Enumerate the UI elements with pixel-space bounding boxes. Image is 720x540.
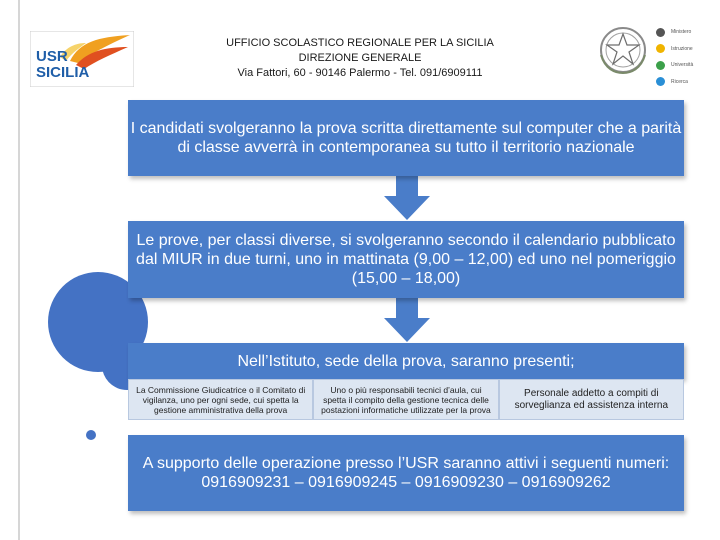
connector-stem-2: [396, 298, 418, 320]
logo-text-top: USR: [36, 48, 68, 65]
flow-box-present-staff: [128, 343, 684, 379]
ministry-dot-icon: [656, 44, 665, 53]
italian-republic-emblem-icon: [595, 25, 651, 75]
subitem-technicians: [313, 379, 498, 420]
flow-box-text: A supporto delle operazione presso l’USR saranno attivi i seguenti numeri: 0916909231 – 0916909245 – 0916909230 – 0916909262: [142, 455, 670, 491]
flow-box-support-numbers: [128, 435, 684, 511]
ministry-item-label: Istruzione: [671, 45, 693, 52]
logo-text-bottom: SICILIA: [36, 64, 90, 81]
flow-box-text: Le prove, per classi diverse, si svolgeranno secondo il calendario pubblicato dal MIUR in due turni, uno in mattinata (9,00 – 12,00) ed uno nel pomeriggio (15,00 – 18,00): [136, 232, 676, 287]
ministry-dot-icon: [656, 61, 665, 70]
subitem-commission: [128, 379, 313, 420]
connector-stem-1: [396, 176, 418, 198]
arrow-down-icon: [384, 196, 430, 220]
ministry-item: [656, 74, 720, 91]
ministry-dot-icon: [656, 77, 665, 86]
subitem-text: La Commissione Giudicatrice o il Comitato di vigilanza, uno per ogni sede, cui spetta la gestione amministrativa della prova: [136, 384, 306, 415]
arrow-down-icon: [384, 318, 430, 342]
flow-box-text: I candidati svolgeranno la prova scritta direttamente sul computer che a parità di classe avverrà in contemporanea su tutto il territorio nazionale: [130, 120, 682, 156]
ministry-item-label: Ricerca: [671, 78, 688, 85]
usr-sicilia-logo: [30, 31, 134, 87]
ministry-item-label: Università: [671, 62, 694, 69]
ministry-item: [656, 24, 720, 41]
subitem-surveillance-staff: [499, 379, 684, 420]
ministry-item: [656, 57, 720, 74]
office-name: UFFICIO SCOLASTICO REGIONALE PER LA SICILIA: [226, 37, 494, 49]
office-department: DIREZIONE GENERALE: [298, 52, 422, 64]
staff-subitems: [128, 379, 684, 420]
office-address: Via Fattori, 60 - 90146 Palermo - Tel. 091/6909111: [237, 67, 483, 79]
ministry-list: [656, 24, 720, 90]
decor-circle-small: [86, 430, 96, 440]
office-header: [190, 36, 530, 81]
flow-box-text: Nell’Istituto, sede della prova, saranno presenti;: [237, 352, 575, 370]
left-divider-line: [18, 0, 20, 540]
flow-box-schedule: [128, 221, 684, 298]
flow-box-computer-exam: [128, 100, 684, 176]
subitem-text: Personale addetto a compiti di sorveglianza ed assistenza interna: [514, 387, 669, 411]
ministry-item: [656, 41, 720, 58]
subitem-text: Uno o più responsabili tecnici d’aula, cui spetta il compito della gestione tecnica delle postazioni informatiche utilizzate per la prova: [321, 384, 491, 415]
ministry-dot-icon: [656, 28, 665, 37]
ministry-item-label: Ministero: [671, 29, 692, 36]
